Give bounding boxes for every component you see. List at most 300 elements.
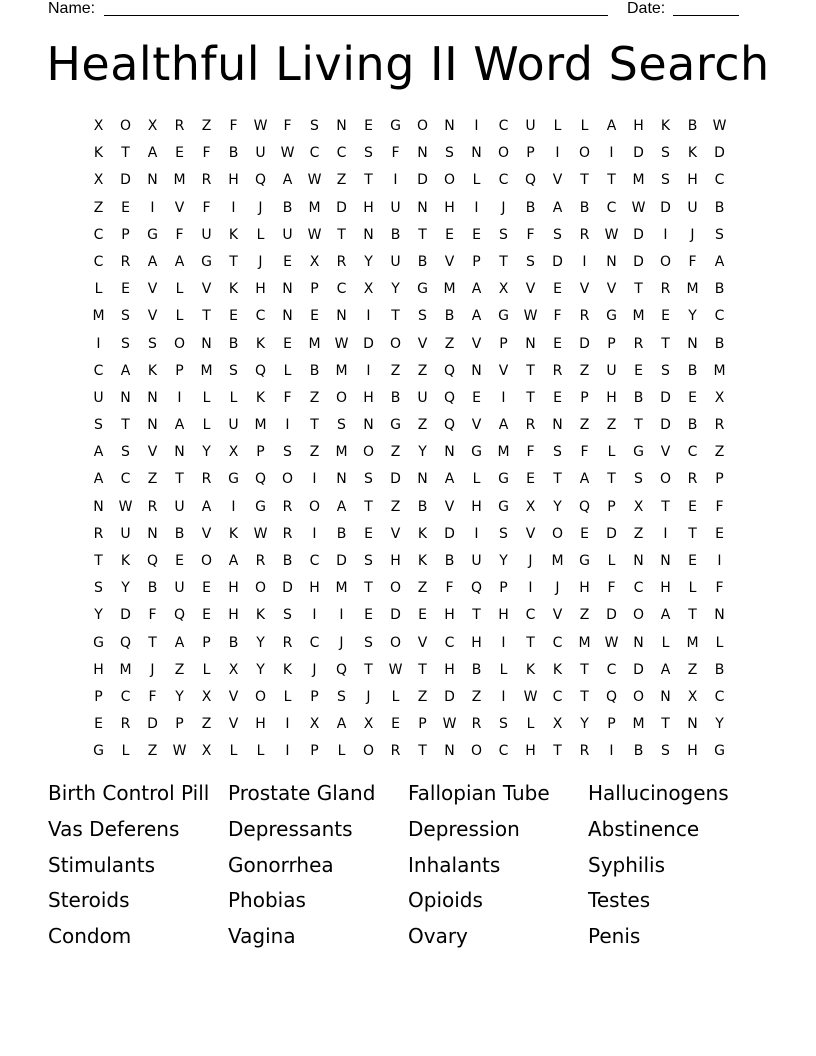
grid-letter: O (497, 145, 510, 162)
grid-letter: C (687, 444, 698, 461)
grid-letter: C (120, 471, 131, 488)
grid-letter: C (714, 172, 725, 189)
grid-letter: P (121, 226, 130, 243)
grid-letter: I (366, 308, 371, 325)
grid-letter: S (148, 335, 157, 352)
grid-letter: Q (443, 389, 456, 406)
grid-letter: X (687, 688, 698, 705)
grid-letter: A (498, 417, 509, 434)
grid-letter: X (309, 716, 320, 733)
grid-letter: O (578, 145, 591, 162)
grid-letter: V (660, 444, 671, 461)
grid-letter: V (525, 281, 536, 298)
grid-letter: H (309, 580, 320, 597)
grid-letter: S (499, 716, 508, 733)
word-list-item: Inhalants (408, 852, 501, 877)
grid-letter: S (121, 335, 130, 352)
grid-letter: N (147, 172, 158, 189)
grid-letter: H (255, 281, 266, 298)
grid-letter: A (174, 417, 185, 434)
grid-letter: D (606, 607, 617, 624)
grid-letter: N (93, 498, 104, 515)
grid-letter: M (92, 308, 105, 325)
page-title: Healthful Living II Word Search (46, 37, 770, 91)
grid-letter: G (93, 634, 104, 651)
grid-letter: B (417, 498, 428, 515)
grid-letter: F (148, 688, 157, 705)
grid-letter: S (499, 525, 508, 542)
grid-letter: W (523, 308, 538, 325)
grid-letter: M (686, 281, 699, 298)
grid-letter: B (282, 553, 293, 569)
grid-letter: M (578, 634, 591, 651)
grid-letter: G (471, 444, 482, 461)
grid-letter: Z (201, 118, 212, 134)
grid-letter: P (607, 498, 616, 515)
grid-letter: Q (443, 362, 456, 379)
grid-letter: P (607, 716, 616, 733)
grid-letter: C (633, 580, 644, 597)
grid-letter: R (93, 525, 104, 542)
header (48, 0, 748, 20)
grid-letter: P (175, 716, 184, 733)
grid-letter: Z (417, 580, 428, 597)
grid-letter: S (121, 308, 130, 325)
word-list-item: Prostate Gland (228, 781, 376, 805)
grid-letter: E (526, 471, 535, 488)
grid-letter: C (336, 145, 347, 162)
grid-letter: F (688, 253, 697, 270)
grid-letter: K (687, 145, 698, 162)
grid-letter: E (688, 498, 697, 515)
grid-letter: Z (390, 498, 401, 515)
grid-letter: T (526, 389, 535, 406)
grid-letter: C (498, 118, 509, 134)
grid-letter: S (94, 580, 103, 597)
grid-letter: G (498, 308, 509, 325)
grid-letter: D (660, 389, 671, 406)
grid-letter: D (336, 199, 347, 216)
grid-letter: Z (714, 444, 725, 461)
grid-letter: I (663, 525, 668, 542)
grid-letter: T (472, 607, 481, 624)
grid-letter: E (121, 199, 130, 216)
grid-letter: B (174, 525, 185, 542)
grid-letter: W (334, 335, 349, 352)
grid-letter: E (472, 226, 481, 243)
grid-letter: N (336, 471, 347, 488)
grid-letter: C (120, 688, 131, 705)
grid-letter: R (174, 118, 185, 134)
word-list-item: Birth Control Pill (48, 781, 210, 805)
grid-letter: S (337, 417, 346, 434)
grid-letter: T (418, 743, 427, 760)
grid-letter: C (552, 688, 563, 705)
grid-letter: W (604, 634, 619, 651)
grid-letter: I (501, 389, 506, 406)
grid-letter: C (606, 199, 617, 216)
grid-letter: M (308, 199, 321, 216)
grid-letter: M (632, 172, 645, 189)
grid-letter: A (552, 199, 563, 216)
grid-letter: S (553, 444, 562, 461)
grid-letter: N (336, 118, 347, 134)
grid-letter: V (390, 525, 401, 542)
grid-letter: T (688, 525, 697, 542)
grid-letter: B (633, 743, 644, 760)
word-list-item: Vas Deferens (48, 816, 180, 841)
grid-letter: Y (121, 580, 130, 597)
grid-letter: N (282, 308, 293, 325)
grid-letter: G (93, 743, 104, 760)
grid-letter: V (498, 362, 509, 379)
grid-letter: T (121, 417, 130, 434)
grid-letter: T (526, 634, 535, 651)
grid-letter: B (633, 389, 644, 406)
grid-letter: S (364, 634, 373, 651)
grid-letter: P (310, 688, 319, 705)
grid-letter: B (687, 417, 698, 434)
grid-letter: Y (580, 716, 589, 733)
grid-letter: H (471, 634, 482, 651)
grid-letter: T (202, 308, 211, 325)
grid-letter: K (147, 362, 158, 379)
grid-letter: G (579, 553, 590, 569)
grid-letter: U (471, 553, 482, 569)
grid-letter: Q (470, 580, 483, 597)
grid-letter: N (147, 525, 158, 542)
grid-letter: A (228, 553, 239, 569)
grid-letter: S (94, 417, 103, 434)
grid-letter: O (470, 743, 483, 760)
grid-letter: J (258, 199, 263, 216)
date-line (673, 15, 739, 16)
grid-letter: R (336, 253, 347, 270)
grid-letter: H (444, 607, 455, 624)
grid-letter: A (93, 444, 104, 461)
grid-letter: H (687, 743, 698, 760)
grid-letter: P (310, 743, 319, 760)
grid-letter: S (553, 226, 562, 243)
grid-letter: K (552, 661, 563, 678)
grid-letter: Z (309, 389, 320, 406)
grid-letter: R (201, 172, 212, 189)
grid-letter: U (174, 580, 185, 597)
grid-letter: O (632, 607, 645, 624)
grid-letter: W (118, 498, 133, 515)
grid-letter: V (444, 498, 455, 515)
grid-letter: C (309, 634, 320, 651)
grid-letter: Y (364, 253, 373, 270)
grid-letter: K (255, 607, 266, 624)
grid-letter: H (498, 607, 509, 624)
grid-letter: H (93, 661, 104, 678)
grid-letter: R (282, 498, 293, 515)
grid-letter: L (391, 688, 400, 705)
grid-letter: P (526, 145, 535, 162)
grid-letter: N (363, 417, 374, 434)
grid-letter: U (390, 199, 401, 216)
grid-letter: J (366, 688, 371, 705)
grid-letter: Z (579, 362, 590, 379)
grid-letter: D (282, 580, 293, 597)
word-list-item: Syphilis (588, 852, 665, 877)
grid-letter: D (552, 253, 563, 270)
word-list (48, 778, 788, 957)
grid-letter: U (201, 226, 212, 243)
grid-letter: V (579, 281, 590, 298)
grid-letter: B (390, 226, 401, 243)
grid-letter: E (202, 580, 211, 597)
grid-letter: Q (254, 362, 267, 379)
grid-letter: S (364, 471, 373, 488)
grid-letter: T (364, 498, 373, 515)
grid-letter: T (391, 308, 400, 325)
grid-letter: T (229, 253, 238, 270)
grid-letter: E (310, 308, 319, 325)
grid-letter: U (390, 253, 401, 270)
grid-letter: P (715, 471, 724, 488)
grid-letter: E (688, 553, 697, 569)
grid-letter: L (256, 743, 265, 760)
grid-letter: I (501, 688, 506, 705)
grid-letter: B (228, 145, 239, 162)
grid-letter: F (202, 145, 211, 162)
grid-letter: C (714, 688, 725, 705)
grid-letter: M (497, 444, 510, 461)
grid-letter: E (580, 525, 589, 542)
grid-letter: E (175, 553, 184, 569)
grid-letter: A (282, 172, 293, 189)
grid-letter: V (174, 199, 185, 216)
grid-letter: I (609, 145, 614, 162)
grid-letter: D (444, 525, 455, 542)
grid-letter: Y (553, 498, 562, 515)
grid-letter: H (525, 743, 536, 760)
grid-letter: S (310, 118, 319, 134)
grid-letter: A (579, 471, 590, 488)
grid-letter: M (632, 716, 645, 733)
grid-letter: N (444, 743, 455, 760)
grid-letter: J (555, 580, 560, 597)
word-list-item: Abstinence (588, 816, 700, 841)
grid-letter: H (255, 716, 266, 733)
grid-letter: D (579, 335, 590, 352)
name-label: Name: (48, 0, 96, 17)
grid-letter: N (147, 417, 158, 434)
grid-letter: S (661, 145, 670, 162)
grid-letter: S (364, 145, 373, 162)
grid-letter: V (606, 281, 617, 298)
grid-letter: A (93, 471, 104, 488)
grid-letter: Y (688, 308, 697, 325)
grid-letter: H (363, 199, 374, 216)
grid-letter: R (120, 253, 131, 270)
grid-letter: T (634, 281, 643, 298)
grid-letter: G (417, 281, 428, 298)
grid-letter: V (552, 172, 563, 189)
grid-letter: Q (173, 607, 186, 624)
grid-letter: D (660, 417, 671, 434)
grid-letter: D (147, 716, 158, 733)
grid-letter: D (606, 525, 617, 542)
grid-letter: B (228, 634, 239, 651)
grid-letter: Y (175, 688, 184, 705)
grid-letter: R (687, 471, 698, 488)
grid-letter: H (390, 553, 401, 569)
grid-letter: D (714, 145, 725, 162)
grid-letter: Y (202, 444, 211, 461)
grid-letter: I (312, 471, 317, 488)
grid-letter: E (661, 308, 670, 325)
grid-letter: K (255, 389, 266, 406)
grid-letter: N (471, 145, 482, 162)
grid-letter: A (336, 498, 347, 515)
grid-letter: J (150, 661, 155, 678)
grid-letter: N (417, 145, 428, 162)
grid-letter: V (201, 525, 212, 542)
grid-letter: V (147, 281, 158, 298)
grid-letter: X (498, 281, 509, 298)
grid-letter: F (175, 226, 184, 243)
grid-letter: G (498, 498, 509, 515)
word-list-item: Opioids (408, 888, 483, 913)
grid-letter: H (444, 199, 455, 216)
grid-letter: S (634, 471, 643, 488)
grid-letter: U (120, 525, 131, 542)
word-list-item: Penis (588, 924, 641, 949)
grid-letter: Q (524, 172, 537, 189)
grid-letter: M (173, 172, 186, 189)
grid-letter: T (607, 172, 616, 189)
grid-letter: M (335, 444, 348, 461)
grid-letter: O (659, 471, 672, 488)
grid-letter: O (659, 253, 672, 270)
grid-letter: D (660, 199, 671, 216)
grid-letter: K (120, 553, 131, 569)
word-list-item: Gonorrhea (228, 852, 334, 877)
grid-letter: U (174, 498, 185, 515)
grid-letter: F (283, 118, 292, 134)
grid-letter: X (147, 118, 158, 134)
grid-letter: E (472, 389, 481, 406)
grid-letter: Y (256, 634, 265, 651)
grid-letter: R (390, 743, 401, 760)
grid-letter: W (307, 172, 322, 189)
grid-letter: I (609, 743, 614, 760)
grid-letter: Z (417, 688, 428, 705)
grid-letter: X (363, 716, 374, 733)
grid-letter: I (285, 743, 290, 760)
grid-letter: K (282, 661, 293, 678)
grid-letter: B (444, 308, 455, 325)
grid-letter: M (686, 634, 699, 651)
grid-letter: H (660, 580, 671, 597)
grid-letter: C (444, 634, 455, 651)
grid-letter: K (228, 281, 239, 298)
grid-letter: P (499, 580, 508, 597)
grid-letter: B (525, 199, 536, 216)
grid-letter: Z (201, 716, 212, 733)
grid-letter: M (119, 661, 132, 678)
grid-letter: N (120, 389, 131, 406)
grid-letter: X (93, 118, 104, 134)
grid-letter: C (498, 743, 509, 760)
grid-letter: O (443, 172, 456, 189)
grid-letter: P (256, 444, 265, 461)
grid-letter: B (147, 580, 158, 597)
grid-letter: H (228, 607, 239, 624)
grid-letter: B (687, 362, 698, 379)
grid-letter: A (714, 253, 725, 270)
grid-letter: R (525, 417, 536, 434)
grid-letter: R (660, 281, 671, 298)
grid-letter: S (283, 607, 292, 624)
grid-letter: Y (418, 444, 427, 461)
grid-letter: G (147, 226, 158, 243)
grid-letter: Z (579, 417, 590, 434)
grid-letter: N (444, 444, 455, 461)
grid-letter: Q (578, 498, 591, 515)
grid-letter: O (308, 498, 321, 515)
grid-letter: N (201, 335, 212, 352)
grid-letter: I (717, 553, 722, 569)
grid-letter: H (687, 172, 698, 189)
grid-letter: S (337, 688, 346, 705)
grid-letter: H (228, 580, 239, 597)
grid-letter: J (501, 199, 506, 216)
grid-letter: C (309, 553, 320, 569)
grid-letter: U (255, 145, 266, 162)
grid-letter: Z (390, 362, 401, 379)
grid-letter: Y (391, 281, 400, 298)
grid-letter: A (660, 661, 671, 678)
grid-letter: K (93, 145, 104, 162)
grid-letter: W (712, 118, 727, 134)
grid-letter: K (228, 525, 239, 542)
grid-letter: L (337, 743, 346, 760)
grid-letter: R (579, 226, 590, 243)
grid-letter: I (663, 226, 668, 243)
grid-letter: B (390, 389, 401, 406)
grid-letter: M (335, 580, 348, 597)
grid-letter: V (471, 417, 482, 434)
grid-letter: X (363, 281, 374, 298)
grid-letter: X (633, 498, 644, 515)
grid-letter: E (418, 607, 427, 624)
grid-letter: I (150, 199, 155, 216)
grid-letter: F (148, 607, 157, 624)
grid-letter: G (606, 308, 617, 325)
grid-letter: O (362, 743, 375, 760)
grid-letter: C (525, 607, 536, 624)
grid-letter: C (336, 281, 347, 298)
grid-letter: M (335, 362, 348, 379)
grid-letter: O (119, 118, 132, 134)
grid-letter: W (388, 661, 403, 678)
grid-letter: T (310, 417, 319, 434)
grid-letter: N (606, 253, 617, 270)
grid-letter: T (526, 362, 535, 379)
grid-letter: R (714, 417, 725, 434)
grid-letter: S (526, 253, 535, 270)
grid-letter: G (390, 417, 401, 434)
grid-letter: X (552, 716, 563, 733)
grid-letter: F (553, 308, 562, 325)
grid-letter: U (687, 199, 698, 216)
grid-letter: B (282, 199, 293, 216)
grid-letter: X (309, 253, 320, 270)
